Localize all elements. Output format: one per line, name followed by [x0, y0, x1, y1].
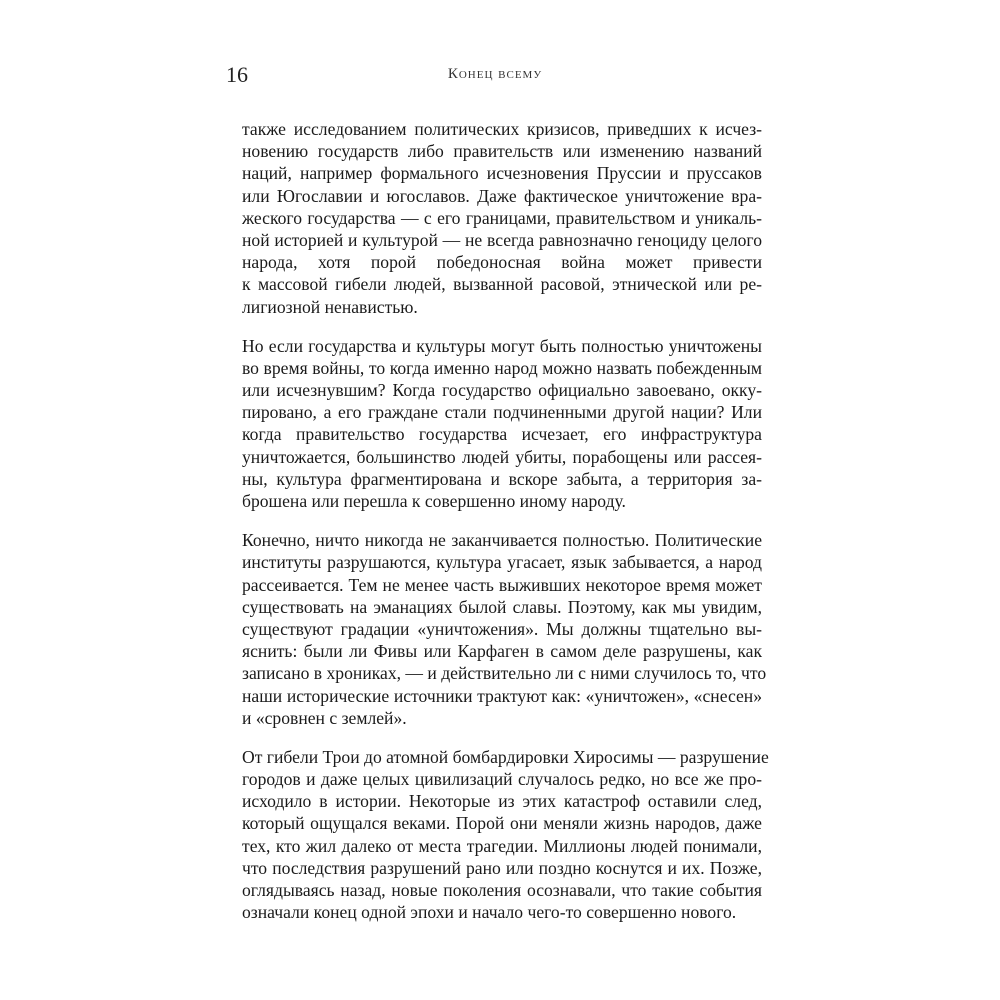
paragraph [242, 118, 762, 318]
paragraph [242, 529, 767, 729]
running-title: Конец всему [447, 66, 543, 82]
text-line: означали конец одной эпохи и начало чего-то совершенно нового. [242, 902, 737, 923]
text-line: рассеивается. Тем не менее часть выживших некоторое время может [242, 574, 762, 595]
text-line: когда правительство государства исчезает, его инфраструктура [242, 424, 762, 445]
text-line: Конечно, ничто никогда не заканчивается полностью. Политические [242, 530, 762, 551]
text-line: существуют градации «уничтожения». Мы должны тщательно вы- [242, 618, 762, 639]
text-line: уничтожается, большинство людей убиты, порабощены или рассея- [242, 446, 762, 467]
text-line: От гибели Трои до атомной бомбардировки Хиросимы — разрушение [242, 746, 769, 767]
text-line: оглядываясь назад, новые поколения осознавали, что такие события [242, 880, 762, 900]
paragraph [242, 746, 769, 924]
text-line: записано в хрониках, — и действительно ли с ними случилось то, что [242, 663, 767, 684]
text-line: Но если государства и культуры могут быть полностью уничтожены [242, 335, 762, 356]
text-line: жеского государства — с его границами, правительством и уникаль- [242, 207, 762, 228]
paragraph-gap [242, 318, 762, 335]
text-line: существовать на эманациях былой славы. Поэтому, как мы увидим, [242, 596, 762, 617]
text-line: яснить: были ли Фивы или Карфаген в самом деле разрушены, как [242, 641, 762, 662]
text-line: брошена или перешла к совершенно иному народу. [242, 491, 626, 511]
text-line: также исследованием политических кризисов, приведших к исчез- [242, 119, 762, 139]
text-line: исходило в истории. Некоторые из этих катастроф оставили след, [242, 791, 762, 812]
paragraph [242, 335, 762, 513]
text-line: к массовой гибели людей, вызванной расовой, этнической или ре- [242, 274, 762, 295]
text-line: наши исторические источники трактуют как: «уничтожен», «снесен» [242, 685, 762, 706]
text-line: и «сровнен с землей». [242, 707, 407, 728]
text-line: народа, хотя порой победоносная война может привести [242, 252, 762, 273]
paragraph-gap [242, 729, 762, 746]
text-line: городов и даже целых цивилизаций случалось редко, но все же про- [242, 769, 762, 790]
text-body [242, 118, 769, 923]
text-line: наций, например формального исчезновения Пруссии и пруссаков [242, 163, 762, 184]
text-line: или Югославии и югославов. Даже фактическое уничтожение вра- [242, 185, 762, 206]
text-line: во время войны, то когда именно народ можно назвать побежденным [242, 357, 762, 378]
text-line: ны, культура фрагментирована и вскоре забыта, а территория за- [242, 468, 762, 489]
text-line: институты разрушаются, культура угасает, язык забывается, а народ [242, 552, 762, 573]
text-line: тех, кто жил далеко от места трагедии. Миллионы людей понимали, [242, 835, 762, 856]
text-line: лигиозной ненавистью. [242, 296, 418, 317]
text-line: ной историей и культурой — не всегда равнозначно геноциду целого [242, 229, 762, 250]
text-line: или исчезнувшим? Когда государство официально завоевано, окку- [242, 380, 762, 401]
page-number: 16 [226, 62, 248, 87]
text-line: который ощущался веками. Порой они меняли жизнь народов, даже [242, 813, 762, 834]
page-header [226, 58, 764, 94]
text-line: пировано, а его граждане стали подчиненными другой нации? Или [242, 402, 762, 423]
text-line: новению государств либо правительств или изменению названий [242, 141, 762, 162]
paragraph-gap [242, 512, 762, 529]
text-line: что последствия разрушений рано или поздно коснутся и их. Позже, [242, 857, 762, 878]
